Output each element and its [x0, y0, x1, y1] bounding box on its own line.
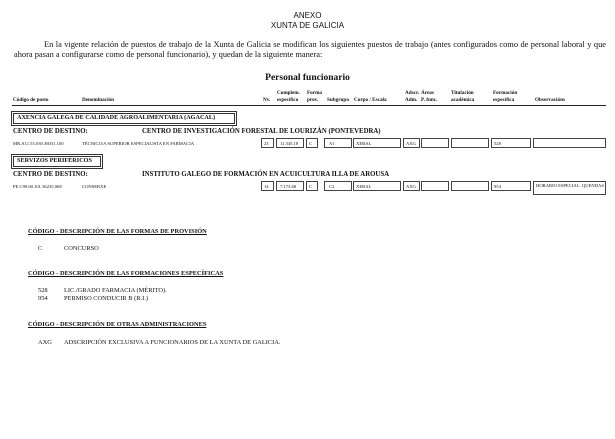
cell-formacion — [491, 138, 531, 148]
dest-name: INSTITUTO GALEGO DE FORMACIÓN EN ACUICULTURA ILLA DE AROUSA — [142, 171, 390, 178]
row-subgrupo: A1 — [329, 141, 335, 146]
cell-subgrupo — [324, 181, 352, 191]
col-header-adscr-2: Adm. — [405, 97, 418, 103]
col-header-complemento-2: específico — [277, 97, 299, 103]
intro-paragraph: En la vigente relación de puestos de trabajo de la Xunta de Galicia se modifican los siguientes puestos de trabajo (antes configurados como de personal laboral y que ahora pasan a configurarse como de personal funcionario), y quedan de la siguiente manera: — [14, 40, 606, 59]
col-header-areas-2: P. func. — [421, 97, 438, 103]
legend-title-formaciones: CÓDIGO - DESCRIPCIÓN DE LAS FORMACIONES ESPECÍFICAS — [28, 270, 224, 277]
row-corpo: XERAL — [356, 141, 372, 146]
government-name: XUNTA DE GALICIA — [270, 21, 345, 30]
org-box-servizos — [13, 156, 101, 167]
row-denominacion: TÉCNICO/A SUPERIOR ESPECIALISTA EN FARMACIA — [82, 141, 195, 146]
cell-observaciones — [533, 181, 606, 195]
cell-formacion — [491, 181, 531, 191]
col-header-nivel: Nv. — [263, 97, 271, 103]
row-nivel: 14 — [264, 184, 269, 189]
row-formacion: 954 — [494, 184, 501, 189]
row-formacion: 528 — [494, 141, 501, 146]
col-header-denominacion: Denominación — [82, 97, 114, 103]
cell-forma — [306, 181, 318, 191]
col-header-adscr-1: Adscr. — [405, 90, 420, 96]
legend-code: 528 — [38, 287, 48, 294]
col-header-corpo: Corpo / Escala — [354, 97, 387, 103]
legend-desc: ADSCRIPCIÓN EXCLUSIVA A FUNCIONARIOS DE LA XUNTA DE GALICIA. — [64, 339, 281, 346]
dest-label: CENTRO DE DESTINO: — [13, 128, 88, 135]
col-header-codigo: Código de posto — [13, 97, 49, 103]
row-complemento: 11.345,18 — [280, 141, 299, 146]
dest-label: CENTRO DE DESTINO: — [13, 171, 88, 178]
row-codigo: PE.C99.60.101.36235.068 — [13, 184, 62, 189]
header-rule — [12, 105, 606, 106]
col-header-formacion-1: Formación — [493, 90, 518, 96]
legend-desc: PERMISO CONDUCIR B (R.I.) — [64, 295, 148, 302]
legend-title-provision: CÓDIGO - DESCRIPCIÓN DE LAS FORMAS DE PROVISIÓN — [28, 228, 207, 235]
cell-subgrupo — [324, 138, 352, 148]
col-header-titulacion-2: académica — [451, 97, 475, 103]
cell-adscr — [403, 181, 420, 191]
row-complemento: 7.173,68 — [280, 184, 297, 189]
cell-complemento — [276, 181, 304, 191]
legend-desc: LIC./GRADO FARMACIA (MÉRITO). — [64, 287, 167, 294]
legend-title-administraciones: CÓDIGO - DESCRIPCIÓN DE OTRAS ADMINISTRACIONES — [28, 321, 207, 328]
cell-forma — [306, 138, 318, 148]
col-header-forma-1: Forma — [307, 90, 322, 96]
col-header-titulacion-1: Titulación — [451, 90, 474, 96]
row-corpo: XERAL — [356, 184, 372, 189]
legend-code: 954 — [38, 295, 48, 302]
annex-title: ANEXO — [293, 11, 322, 20]
cell-titulacion — [451, 181, 489, 191]
org-box-agacal — [13, 113, 235, 124]
dest-name: CENTRO DE INVESTIGACIÓN FORESTAL DE LOURIZÁN (PONTEVEDRA) — [142, 128, 381, 135]
col-header-areas-1: Áreas — [421, 90, 434, 96]
row-nivel: 23 — [264, 141, 269, 146]
cell-titulacion — [451, 138, 489, 148]
cell-complemento — [276, 138, 304, 148]
cell-corpo — [353, 138, 401, 148]
row-observaciones: HORARIO ESPECIAL: QUENDAS — [536, 183, 604, 188]
legend-desc: CONCURSO — [64, 245, 99, 252]
row-subgrupo: C2 — [329, 184, 335, 189]
org-name: AXENCIA GALEGA DE CALIDADE AGROALIMENTARIA (AGACAL) — [17, 114, 216, 121]
col-header-formacion-2: específica — [493, 97, 515, 103]
legend-code: AXG — [38, 339, 52, 346]
cell-areas — [421, 181, 449, 191]
cell-nivel — [261, 138, 274, 148]
row-adscr: AXG — [406, 184, 416, 189]
cell-observaciones — [533, 138, 606, 148]
row-denominacion: CONSERXE — [82, 184, 107, 189]
legend-code: C — [38, 245, 43, 252]
row-codigo: MR.A11.55.030.36031.100 — [13, 141, 64, 146]
cell-areas — [421, 138, 449, 148]
cell-adscr — [403, 138, 420, 148]
col-header-observaciones: Observacións — [535, 97, 565, 103]
row-adscr: AXG — [406, 141, 416, 146]
col-header-subgrupo: Subgrupo — [327, 97, 349, 103]
org-name: SERVIZOS PERIFÉRICOS — [17, 157, 92, 164]
section-title: Personal funcionario — [265, 73, 350, 83]
row-forma: C — [309, 184, 313, 189]
col-header-complemento-1: Complem. — [277, 90, 300, 96]
col-header-forma-2: prov. — [307, 97, 319, 103]
cell-corpo — [353, 181, 401, 191]
row-forma: C — [309, 141, 313, 146]
cell-nivel — [261, 181, 274, 191]
